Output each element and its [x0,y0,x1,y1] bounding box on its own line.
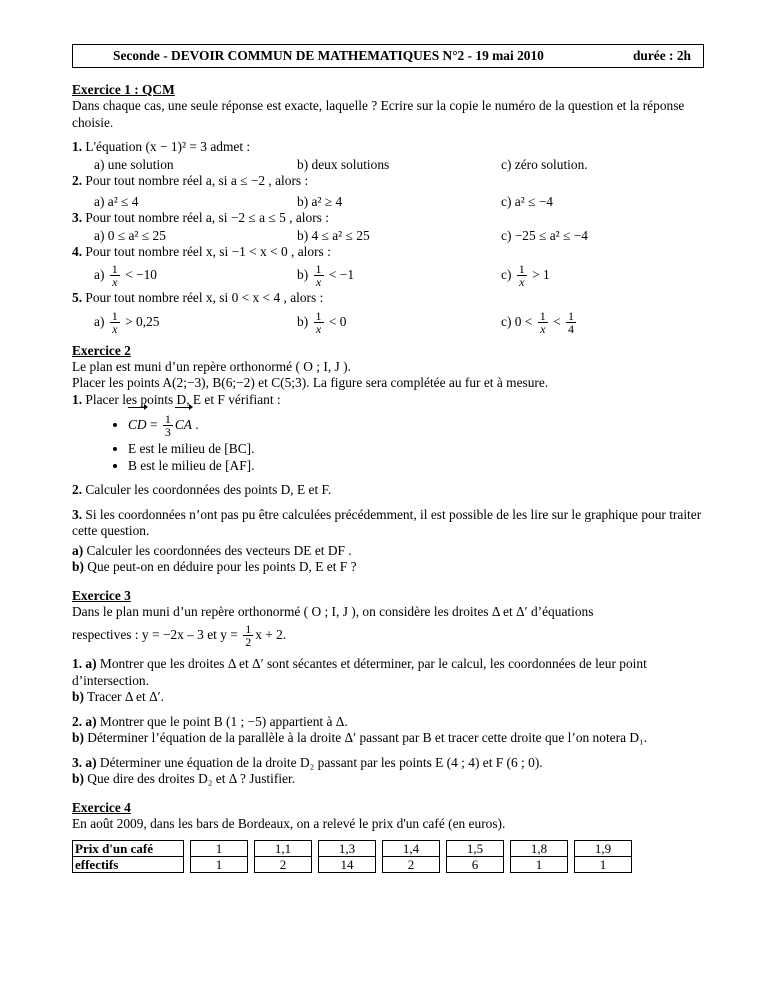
ex3-line2: respectives : y = −2x – 3 et y = $\frac{1}{2}$ x + 2. [72,622,287,650]
ex1-q4-options [72,260,704,290]
ex2-q1: Placer les points D, E et F vérifiant : [85,391,281,407]
ex3-q2b: Déterminer l’équation de la parallèle à la droite Δ′ passant par B et tracer cette droite que l’on notera D₁. [87,730,648,745]
ex1-q5: Pour tout nombre réel x, si 0 < x < 4 , alors : [85,290,324,305]
price-cell: 1,1 [255,841,312,857]
ex1-q3-options [72,227,704,244]
header-duration: durée : 2h [632,48,691,63]
ex1-q5-b: b) $\frac{1}{x}$ < 0 [297,308,347,336]
ex2-q2: Calculer les coordonnées des points D, E et F. [85,482,332,497]
count-cell: 1 [191,857,248,873]
ex1-q5-c: c) 0 < $\frac{1}{x}$ < $\frac{1}{4}$ [501,308,574,336]
ex2-q3: Si les coordonnées n’ont pas pu être calculées précédemment, il est possible de les lire sur le graphique pour traiter cette question. [72,506,702,538]
ex1-title: Exercice 1 : QCM [72,82,175,97]
ex1-q2-b: b) a² ≥ 4 [297,194,343,209]
count-row [73,857,632,873]
ex3-q1a: Montrer que les droites Δ et Δ′ sont sécantes et déterminer, par le calcul, les coordonnées de leur point d’intersection. [72,656,647,688]
price-cell: 1,8 [511,841,568,857]
ex1-q3-b: b) 4 ≤ a² ≤ 25 [297,227,370,243]
price-table [72,840,632,873]
document-page: Seconde - DEVOIR COMMUN DE MATHEMATIQUES N°2 - 19 mai 2010 durée : 2h Exercice 1 : QCM Dans chaque cas, une seule réponse est exacte, laquelle ? Ecrire sur la copie le numéro de la question et la réponse choisie. 1. L'équation (x − 1)² = 3 admet : a) une solution b) deux solutions c) zéro solution. 2. Pour tout nombre réel a, si a ≤ −2 , alors : a) a² ≤ 4 b) a² ≥ 4 c) a² ≤ −4 3. Pour tout nombre réel a, si −2 ≤ a ≤ 5 , alors : a) 0 ≤ a² ≤ 25 b) 4 ≤ a² ≤ 25 c) −25 ≤ a² ≤ −4 4. Pour tout nombre réel x, si −1 < x < 0 , alors : a) $\frac{1}{x}$ < −10 b) $\frac{1}{x}$ < −1 c) $\frac{1}{x}$ > 1 5. Pour tout nombre réel x, si 0 < x < 4 , alors : a) $\frac{1}{x}$ > 0,25 b) $\frac{1}{x}$ < 0 c) 0 < $\frac{1}{x}$ < $\frac{1}{4}$ Exercice 2 Le plan est muni d’un repère orthonormé ( O ; I, J ). Placer les points A(2;−3), B(6;−2) et C(5;3). La figure sera complétée au fur et à mesure. 1. Placer les points D, E et F vérifiant : • CD = $\frac{1}{3}$ CA . • E est le milieu de [BC]. • B est le milieu de [AF]. 2. Calculer les coordonnées des points D, E et F. 3. Si les coordonnées n’ont pas pu être calculées précédemment, il est possible de les lire sur le graphique pour traiter cette question. a) Calculer les coordonnées des vecteurs DE et DF . b) Que peut-on en déduire pour les points D, E et F ? Exercice 3 Dans le plan muni d’un repère orthonormé ( O ; I, J ), on considère les droites Δ et Δ′ d’équations respectives : y = −2x – 3 et y = $\frac{1}{2}$ x + 2. 1. a) Montrer que les droites Δ et Δ′ sont sécantes et déterminer, par le calcul, les coordonnées de leur point d’intersection. b) Tracer Δ et Δ′. 2. a) Montrer que le point B (1 ; −5) appartient à Δ. b) Déterminer l’équation de la parallèle à la droite Δ′ passant par B et tracer cette droite que l’on notera D₁. 3. a) Déterminer une équation de la droite D₂ passant par les points E (4 ; 4) et F (6 ; 0). b) Que dire des droites D₂ et Δ ? Justifier. Exercice 4 En août 2009, dans les bars de Bordeaux, on a relevé le prix d'un café (en euros). Prix d'un café 1 1,1 1,3 1,4 1,5 1,8 1,9 effectifs 1 2 14 2 6 1 1 [72,44,704,873]
ex2-title: Exercice 2 [72,342,131,358]
ex1-q2-a: a) a² ≤ 4 [94,194,139,209]
ex1-q3-a: a) 0 ≤ a² ≤ 25 [94,227,166,243]
ex2-q3a: Calculer les coordonnées des vecteurs DE et DF . [86,542,352,558]
ex1-q1-b: b) deux solutions [297,156,390,172]
ex1-q5-options [72,307,704,337]
price-cell: 1,3 [319,841,376,857]
ex3-q3a: Déterminer une équation de la droite D₂ passant par les points E (4 ; 4) et F (6 ; 0). [99,754,543,770]
ex2-q3b: Que peut-on en déduire pour les points D, E et F ? [87,559,357,574]
ex1-q1-a: a) une solution [94,156,174,172]
ex1-q3-c: c) −25 ≤ a² ≤ −4 [501,227,588,243]
ex4-title: Exercice 4 [72,799,131,815]
price-cell: 1,5 [447,841,504,857]
ex3-title: Exercice 3 [72,587,131,603]
ex4-line1: En août 2009, dans les bars de Bordeaux, on a relevé le prix d'un café (en euros). [72,815,506,831]
count-cell: 2 [255,857,312,873]
ex3-q2a: Montrer que le point B (1 ; −5) appartient à Δ. [99,713,348,729]
ex2-bullet-cd: • CD = $\frac{1}{3}$ CA . [128,410,704,440]
ex2-bullet-e: • E est le milieu de [BC]. [128,440,704,457]
ex1-q4: Pour tout nombre réel x, si −1 < x < 0 , alors : [85,243,331,259]
ex1-q2: Pour tout nombre réel a, si a ≤ −2 , alors : [85,172,309,188]
count-row-header: effectifs [73,857,184,873]
ex2-line2: Placer les points A(2;−3), B(6;−2) et C(5;3). La figure sera complétée au fur et à mesure. [72,375,549,390]
price-row-header: Prix d'un café [73,841,184,857]
price-row [73,841,632,857]
count-cell: 2 [383,857,440,873]
count-cell: 14 [319,857,376,873]
count-cell: 1 [511,857,568,873]
count-cell: 1 [575,857,632,873]
price-cell: 1 [191,841,248,857]
ex3-q1b: Tracer Δ et Δ′. [87,689,164,704]
ex1-q4-a: a) $\frac{1}{x}$ < −10 [94,262,157,290]
price-cell: 1,4 [383,841,440,857]
price-cell: 1,9 [575,841,632,857]
ex1-q1-c: c) zéro solution. [501,156,588,172]
count-cell: 6 [447,857,504,873]
ex2-bullet-b: • B est le milieu de [AF]. [128,457,704,474]
ex1-intro: Dans chaque cas, une seule réponse est exacte, laquelle ? Ecrire sur la copie le numéro de la question et la réponse choisie. [72,98,685,130]
header-title: Seconde - DEVOIR COMMUN DE MATHEMATIQUES N°2 - 19 mai 2010 [113,48,544,63]
ex1-q1-options [72,156,704,173]
ex1-q1: L'équation (x − 1)² = 3 admet : [85,139,251,154]
ex3-line1: Dans le plan muni d’un repère orthonormé ( O ; I, J ), on considère les droites Δ et Δ′ d’équations [72,603,594,619]
ex1-q2-options [72,193,704,210]
ex1-q4-b: b) $\frac{1}{x}$ < −1 [297,262,355,290]
ex1-q5-a: a) $\frac{1}{x}$ > 0,25 [94,308,160,336]
ex1-q4-c: c) $\frac{1}{x}$ > 1 [501,262,550,290]
ex2-line1: Le plan est muni d’un repère orthonormé ( O ; I, J ). [72,358,351,374]
ex3-q3b: Que dire des droites D₂ et Δ ? Justifier. [87,771,296,786]
ex1-q3: Pour tout nombre réel a, si −2 ≤ a ≤ 5 , alors : [85,210,329,225]
ex1-q2-c: c) a² ≤ −4 [501,194,553,209]
ex2-bullets [72,410,704,474]
page-header [72,44,704,68]
